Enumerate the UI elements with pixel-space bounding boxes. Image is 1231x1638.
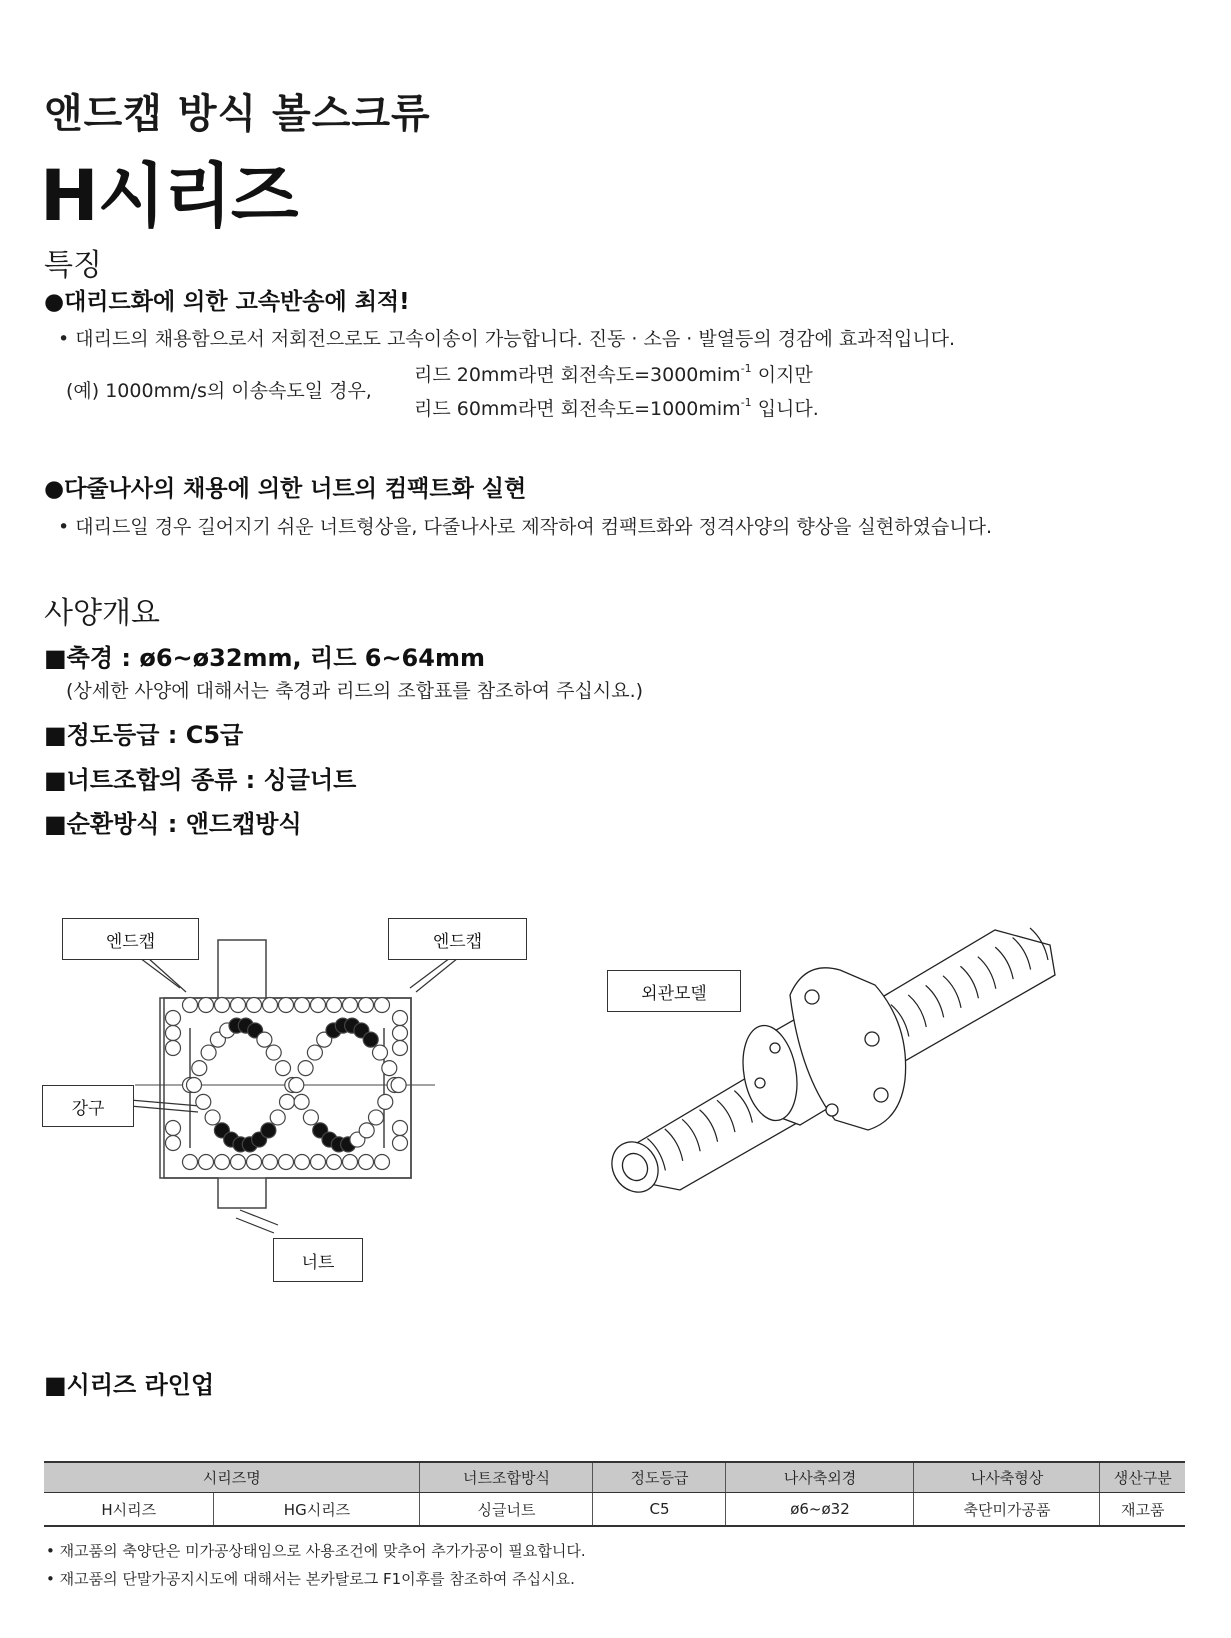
ball-top-row xyxy=(231,998,246,1013)
spec-circulation: ■순환방식 : 앤드캡방식 xyxy=(44,810,302,838)
ball-helix-a xyxy=(257,1032,272,1047)
label-endcap-left: 엔드캡 xyxy=(62,918,199,960)
ball-top-row xyxy=(375,998,390,1013)
ball-helix-b xyxy=(373,1045,388,1060)
label-nut: 너트 xyxy=(273,1238,363,1282)
ball-endcap-left xyxy=(166,1026,181,1041)
feature-title-1: ●대리드화에 의한 고속반송에 최적! xyxy=(44,289,410,315)
example-line-1: 리드 20mm라면 회전속도=3000mim$^{-1}$ 이지만 xyxy=(414,362,813,386)
ball-top-row xyxy=(279,998,294,1013)
col-shaft-shape: 나사축형상 xyxy=(914,1462,1100,1493)
ball-helix-b xyxy=(289,1078,304,1093)
col-nut-combination: 너트조합방식 xyxy=(420,1462,593,1493)
ball-bottom-row xyxy=(327,1155,342,1170)
ball-endcap-right xyxy=(393,1136,408,1151)
col-production: 생산구분 xyxy=(1100,1462,1185,1493)
ball-endcap-left xyxy=(166,1041,181,1056)
ball-bottom-row xyxy=(215,1155,230,1170)
feature-title-2: ●다줄나사의 채용에 의한 너트의 컴팩트화 실현 xyxy=(44,476,527,502)
table-row xyxy=(44,1493,1185,1527)
page-subtitle: 앤드캡 방식 볼스크류 xyxy=(44,91,431,137)
ball-endcap-right xyxy=(393,1026,408,1041)
ball-top-row xyxy=(343,998,358,1013)
ball-helix-b xyxy=(307,1045,322,1060)
ball-top-row xyxy=(359,998,374,1013)
ball-endcap-right xyxy=(393,1121,408,1136)
ball-helix-a xyxy=(359,1123,374,1138)
ball-helix-a xyxy=(294,1094,309,1109)
col-shaft-diameter: 나사축외경 xyxy=(726,1462,914,1493)
ball-bottom-row xyxy=(295,1155,310,1170)
cell-production: 재고품 xyxy=(1100,1493,1185,1527)
page-title: H시리즈 xyxy=(40,155,298,237)
example-label: (예) 1000mm/s의 이송속도일 경우, xyxy=(66,380,372,402)
ball-top-row xyxy=(263,998,278,1013)
cell-shaft-diameter: ø6~ø32 xyxy=(726,1493,914,1527)
lineup-table xyxy=(44,1461,1185,1527)
footnote-1: • 재고품의 축양단은 미가공상태임으로 사용조건에 맞추어 추가가공이 필요합니다. xyxy=(46,1542,586,1560)
spec-shaft: ■축경 : ø6~ø32mm, 리드 6~64mm xyxy=(44,644,485,672)
ball-helix-b xyxy=(187,1078,202,1093)
ball-helix-b xyxy=(363,1032,378,1047)
spec-nut-type: ■너트조합의 종류 : 싱글너트 xyxy=(44,766,357,794)
ball-bottom-row xyxy=(311,1155,326,1170)
ball-helix-b xyxy=(382,1061,397,1076)
ball-helix-a xyxy=(378,1094,393,1109)
ball-top-row xyxy=(311,998,326,1013)
ball-helix-a xyxy=(276,1061,291,1076)
ball-helix-a xyxy=(266,1045,281,1060)
feature-text-2: • 대리드일 경우 길어지기 쉬운 너트형상을, 다줄나사로 제작하여 컴팩트화와 정격사양의 향상을 실현하였습니다. xyxy=(58,516,993,538)
features-heading: 특징 xyxy=(44,248,102,283)
ball-endcap-left xyxy=(166,1121,181,1136)
ball-top-row xyxy=(247,998,262,1013)
ball-helix-a xyxy=(303,1110,318,1125)
ball-bottom-row xyxy=(247,1155,262,1170)
cell-hg-series: HG시리즈 xyxy=(214,1493,420,1527)
ball-helix-b xyxy=(270,1110,285,1125)
ball-top-row xyxy=(199,998,214,1013)
cell-nut-combination: 싱글너트 xyxy=(420,1493,593,1527)
label-endcap-right: 엔드캡 xyxy=(388,918,527,960)
ball-bottom-row xyxy=(279,1155,294,1170)
ball-bottom-row xyxy=(263,1155,278,1170)
ball-chain xyxy=(166,998,408,1170)
label-ball: 강구 xyxy=(42,1085,134,1127)
ball-top-row xyxy=(183,998,198,1013)
label-appearance-model: 외관모델 xyxy=(607,970,741,1012)
ball-top-row xyxy=(327,998,342,1013)
ball-helix-b xyxy=(261,1123,276,1138)
ball-top-row xyxy=(295,998,310,1013)
ball-helix-a xyxy=(369,1110,384,1125)
ball-endcap-left xyxy=(166,1136,181,1151)
ball-helix-b xyxy=(280,1094,295,1109)
leader-lines xyxy=(130,958,458,1233)
ballscrew-3d-drawing xyxy=(600,905,1070,1195)
spec-accuracy: ■정도등급 : C5급 xyxy=(44,721,244,749)
lineup-heading: ■시리즈 라인업 xyxy=(44,1371,215,1399)
ball-helix-b xyxy=(205,1110,220,1125)
ball-bottom-row xyxy=(359,1155,374,1170)
specs-heading: 사양개요 xyxy=(44,596,160,631)
col-accuracy: 정도등급 xyxy=(593,1462,726,1493)
ball-helix-b xyxy=(298,1061,313,1076)
table-header-row xyxy=(44,1462,1185,1493)
feature-text-1: • 대리드의 채용함으로서 저회전으로도 고속이송이 가능합니다. 진동 · 소음 · 발열등의 경감에 효과적입니다. xyxy=(58,328,956,350)
ball-bottom-row xyxy=(199,1155,214,1170)
cell-h-series: H시리즈 xyxy=(44,1493,214,1527)
ball-endcap-left xyxy=(166,1011,181,1026)
ball-helix-b xyxy=(196,1094,211,1109)
spec-shaft-note: (상세한 사양에 대해서는 축경과 리드의 조합표를 참조하여 주십시요.) xyxy=(66,680,644,702)
ball-helix-a xyxy=(192,1061,207,1076)
example-line-2: 리드 60mm라면 회전속도=1000mim$^{-1}$ 입니다. xyxy=(414,396,819,420)
ball-bottom-row xyxy=(231,1155,246,1170)
cell-shaft-shape: 축단미가공품 xyxy=(914,1493,1100,1527)
ball-bottom-row xyxy=(183,1155,198,1170)
col-series-name: 시리즈명 xyxy=(44,1462,420,1493)
cell-accuracy: C5 xyxy=(593,1493,726,1527)
ball-bottom-row xyxy=(375,1155,390,1170)
ball-endcap-right xyxy=(393,1011,408,1026)
ball-top-row xyxy=(215,998,230,1013)
ball-helix-a xyxy=(201,1045,216,1060)
ball-bottom-row xyxy=(343,1155,358,1170)
ball-endcap-right xyxy=(393,1041,408,1056)
footnote-2: • 재고품의 단말가공지시도에 대해서는 본카탈로그 F1이후를 참조하여 주십시요. xyxy=(46,1570,575,1588)
ball-helix-b xyxy=(391,1078,406,1093)
